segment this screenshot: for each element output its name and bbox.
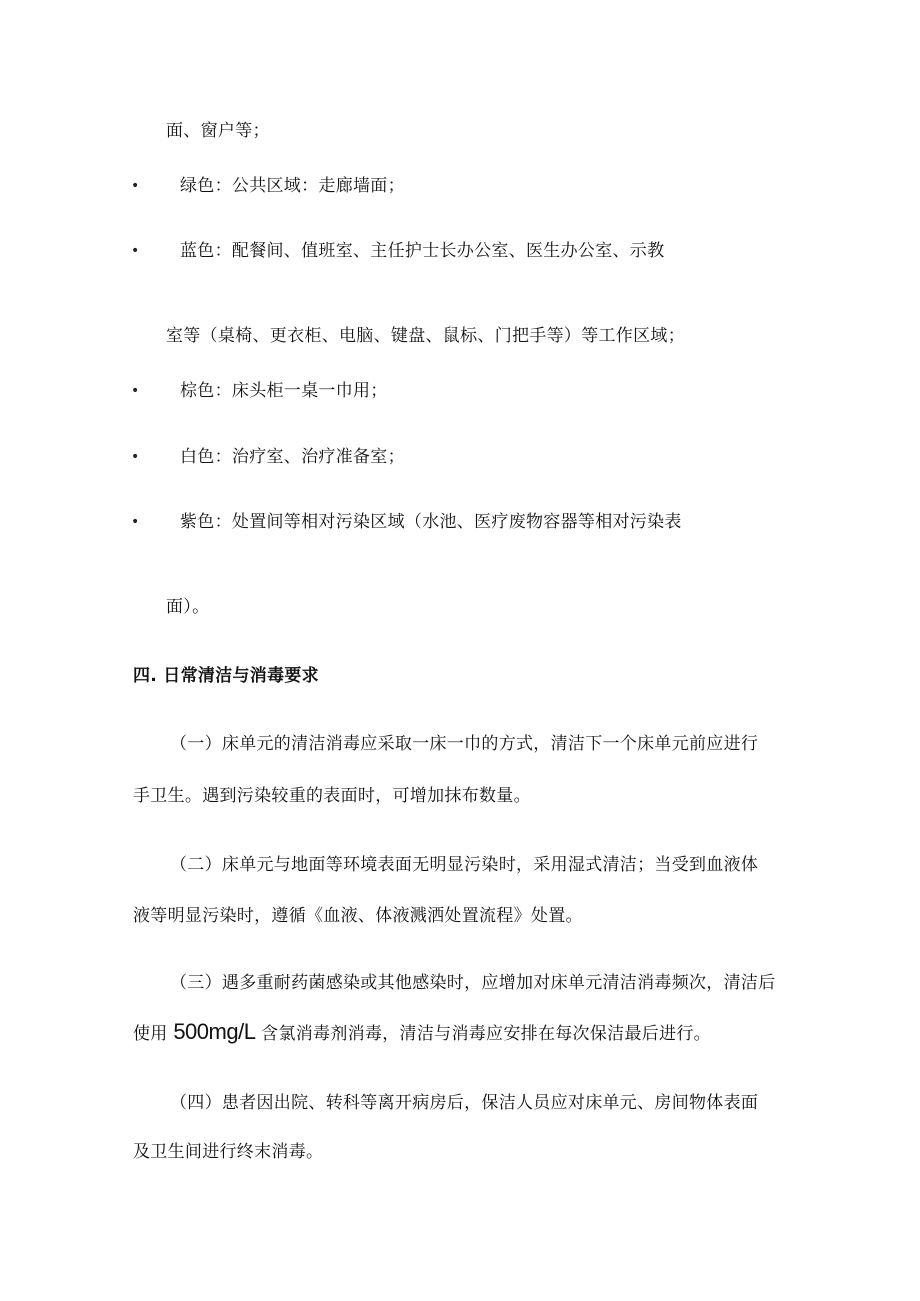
list-item-purple: 紫色：处置间等相对污染区域（水池、医疗废物容器等相对污染表 — [180, 512, 682, 532]
paragraph-3-line-2 — [133, 1020, 711, 1046]
list-item-green: 绿色：公共区域：走廊墙面； — [180, 176, 405, 196]
bullet-marker: • — [131, 243, 140, 259]
bullet-marker: • — [131, 514, 140, 530]
bullet-marker: • — [131, 178, 140, 194]
bullet-marker: • — [131, 449, 140, 465]
list-item-brown: 棕色：床头柜一桌一巾用； — [180, 381, 388, 401]
concentration-value: 500mg/L — [173, 1019, 256, 1044]
list-item-blue-continuation: 室等（桌椅、更衣柜、电脑、键盘、鼠标、门把手等）等工作区域； — [166, 326, 685, 346]
paragraph-4-line-1: （四）患者因出院、转科等离开病房后，保洁人员应对床单元、房间物体表面 — [170, 1093, 759, 1113]
list-item-purple-continuation: 面）。 — [166, 597, 210, 617]
paragraph-1-line-2: 手卫生。遇到污染较重的表面时，可增加抹布数量。 — [133, 786, 531, 806]
section-heading: 四. 日常清洁与消毒要求 — [133, 666, 319, 686]
paragraph-1-line-1: （一）床单元的清洁消毒应采取一床一巾的方式，清洁下一个床单元前应进行 — [170, 734, 759, 754]
paragraph-4-line-2: 及卫生间进行终末消毒。 — [133, 1142, 324, 1162]
bullet-marker: • — [131, 383, 140, 399]
paragraph-3-prefix: 使用 — [133, 1024, 174, 1044]
paragraph-2-line-1: （二）床单元与地面等环境表面无明显污染时，采用湿式清洁；当受到血液体 — [170, 855, 759, 875]
paragraph-3-suffix: 含氯消毒剂消毒，清洁与消毒应安排在每次保洁最后进行。 — [255, 1024, 711, 1044]
list-item-white: 白色：治疗室、治疗准备室； — [180, 447, 405, 467]
list-intro-continuation: 面、窗户等； — [166, 121, 270, 141]
paragraph-3-line-1: （三）遇多重耐药菌感染或其他感染时，应增加对床单元清洁消毒频次，清洁后 — [170, 973, 776, 993]
paragraph-2-line-2: 液等明显污染时，遵循《血液、体液溅洒处置流程》处置。 — [133, 906, 583, 926]
list-item-blue: 蓝色：配餐间、值班室、主任护士长办公室、医生办公室、示教 — [180, 241, 665, 261]
